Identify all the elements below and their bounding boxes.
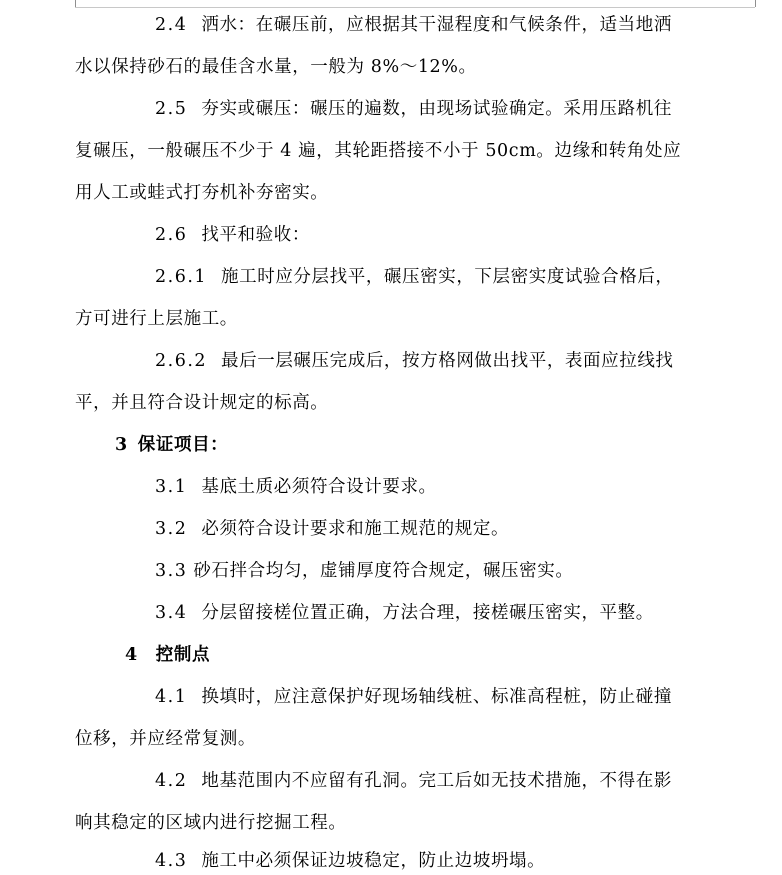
paragraph-text: 施工中必须保证边坡稳定，防止边坡坍塌。 <box>201 851 546 871</box>
section-number: 3.4 <box>155 603 188 623</box>
paragraph-text: 施工时应分层找平，碾压密实，下层密实度试验合格后， <box>221 267 674 287</box>
section-number: 3.3 <box>155 561 188 581</box>
paragraph-line <box>155 13 672 37</box>
section-number: 4.3 <box>155 851 188 871</box>
paragraph-text: 换填时，应注意保护好现场轴线桩、标准高程桩，防止碰撞 <box>201 687 672 707</box>
heading-text: 控制点 <box>155 645 211 665</box>
paragraph-line <box>75 811 347 835</box>
paragraph-line <box>155 601 654 625</box>
section-number: 4.1 <box>155 687 188 707</box>
paragraph-text: 分层留接槎位置正确，方法合理，接槎碾压密实，平整。 <box>201 603 654 623</box>
paragraph-text: 用人工或蛙式打夯机补夯密实。 <box>75 183 329 203</box>
section-number: 2.5 <box>155 99 188 119</box>
paragraph-text: 平，并且符合设计规定的标高。 <box>75 393 329 413</box>
paragraph-text: 基底土质必须符合设计要求。 <box>201 477 437 497</box>
section-heading <box>125 643 210 667</box>
paragraph-text: 砂石拌合均匀，虚铺厚度符合规定，碾压密实。 <box>193 561 574 581</box>
heading-text: 保证项目： <box>137 435 229 455</box>
section-number: 2.6.1 <box>155 267 208 287</box>
paragraph-line <box>155 223 310 247</box>
paragraph-text: 夯实或碾压：碾压的遍数，由现场试验确定。采用压路机往 <box>201 99 672 119</box>
paragraph-text: 复碾压，一般碾压不少于 4 遍，其轮距搭接不小于 50cm。边缘和转角处应 <box>75 141 682 161</box>
paragraph-line <box>155 849 545 873</box>
paragraph-line <box>75 391 328 415</box>
paragraph-line <box>155 265 674 289</box>
paragraph-text: 找平和验收： <box>201 225 310 245</box>
section-number: 3.2 <box>155 519 188 539</box>
paragraph-text: 水以保持砂石的最佳含水量，一般为 8%～12%。 <box>75 57 477 77</box>
paragraph-line <box>155 769 672 793</box>
paragraph-line <box>155 685 672 709</box>
section-number: 4.2 <box>155 771 188 791</box>
paragraph-line <box>75 307 238 331</box>
heading-number: 4 <box>125 645 138 665</box>
paragraph-line <box>75 55 477 79</box>
paragraph-line <box>155 517 509 541</box>
paragraph-text: 位移，并应经常复测。 <box>75 729 256 749</box>
paragraph-line <box>155 475 437 499</box>
heading-number: 3 <box>115 435 128 455</box>
section-heading <box>115 433 228 457</box>
paragraph-text: 洒水：在碾压前，应根据其干湿程度和气候条件，适当地洒 <box>201 15 672 35</box>
paragraph-line <box>75 727 256 751</box>
section-number: 2.4 <box>155 15 188 35</box>
paragraph-text: 最后一层碾压完成后，按方格网做出找平，表面应拉线找 <box>221 351 674 371</box>
paragraph-line <box>155 559 573 583</box>
paragraph-line <box>155 97 672 121</box>
paragraph-text: 方可进行上层施工。 <box>75 309 238 329</box>
paragraph-text: 必须符合设计要求和施工规范的规定。 <box>201 519 510 539</box>
paragraph-text: 地基范围内不应留有孔洞。完工后如无技术措施，不得在影 <box>201 771 672 791</box>
paragraph-line <box>75 139 681 163</box>
paragraph-text: 响其稳定的区域内进行挖掘工程。 <box>75 813 347 833</box>
section-number: 3.1 <box>155 477 188 497</box>
paragraph-line <box>75 181 328 205</box>
paragraph-line <box>155 349 674 373</box>
section-number: 2.6 <box>155 225 188 245</box>
section-number: 2.6.2 <box>155 351 208 371</box>
